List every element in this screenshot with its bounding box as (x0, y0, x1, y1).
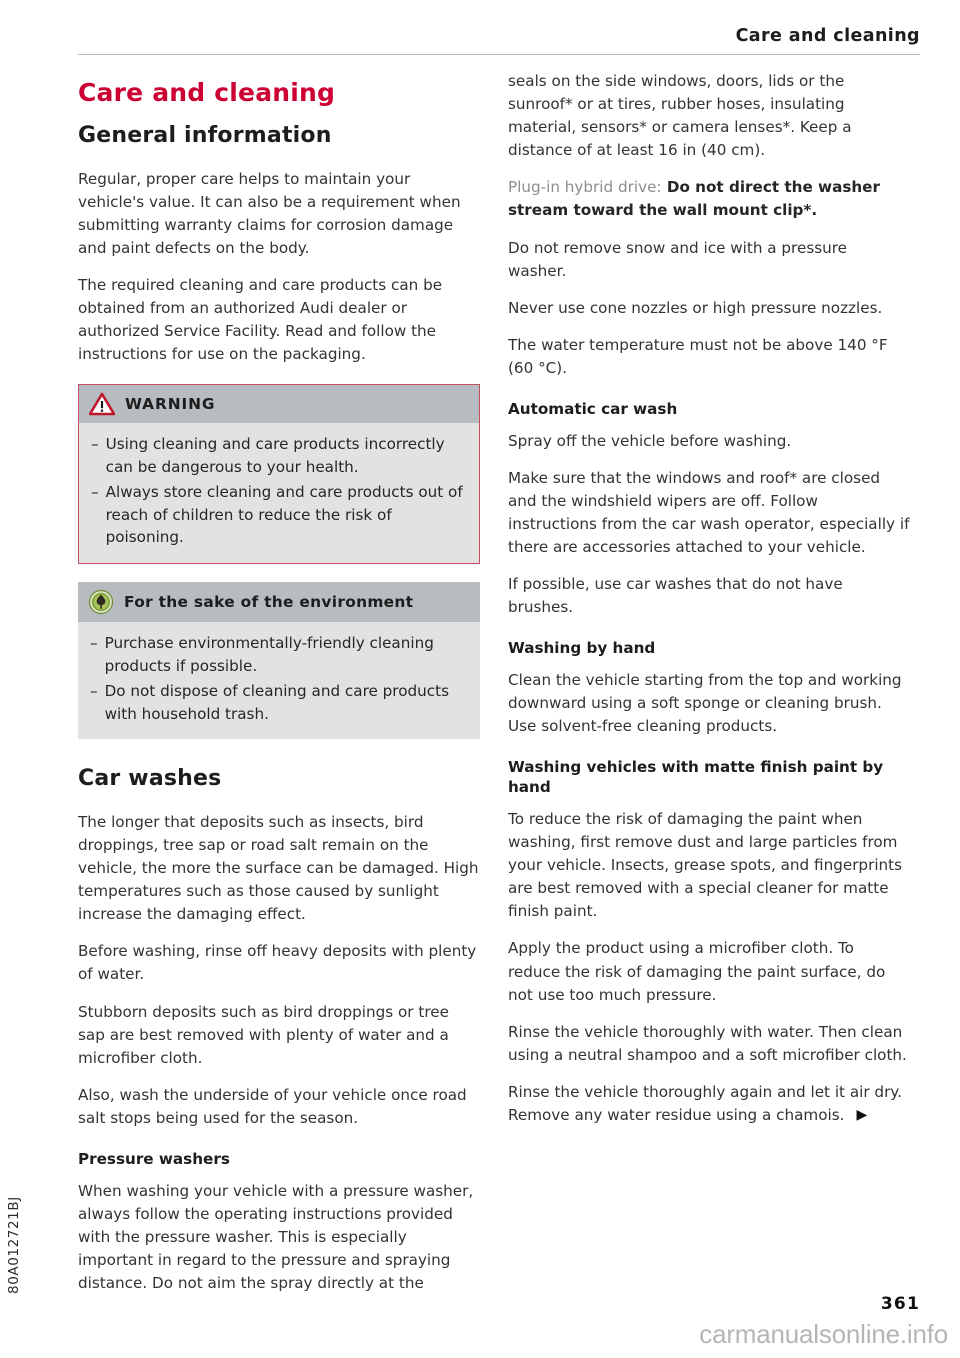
paragraph-car-washes-4: Also, wash the underside of your vehicle once road salt stops being used for the season. (78, 1085, 467, 1127)
paragraph-automatic-3: If possible, use car washes that do not have brushes. (508, 575, 843, 617)
paragraph-automatic-2: Make sure that the windows and roof* are closed and the windshield wipers are off. Follow instructions from the car wash operator, especially if there are accessories attached to your vehicle. (508, 468, 910, 557)
chapter-title: Care and cleaning (78, 78, 336, 107)
warning-triangle-icon (89, 392, 115, 416)
subheading-washing-by-hand: Washing by hand (508, 639, 656, 658)
bullet-dash: – (91, 435, 99, 454)
subheading-pressure-washers: Pressure washers (78, 1150, 230, 1169)
watermark-text: carmanualsonline.info (699, 1319, 948, 1349)
subheading-automatic-car-wash: Automatic car wash (508, 400, 678, 419)
environment-item-text: Purchase environmentally-friendly cleaning products if possible. (104, 634, 434, 676)
paragraph-general-2: The required cleaning and care products can be obtained from an authorized Audi dealer or authorized Service Facility. Read and follow the instructions for use on the packaging. (78, 275, 443, 364)
paragraph-pressure-washers: When washing your vehicle with a pressure washer, always follow the operating instructions provided with the pressure washer. This is especially important in regard to the pressure and spraying distance. Do not aim the spray directly at the (78, 1181, 474, 1293)
warning-callout-header (79, 385, 479, 423)
warning-callout-body (79, 423, 479, 563)
warning-item (91, 433, 465, 479)
environment-callout-header (78, 582, 480, 622)
environment-callout-title: For the sake of the environment (124, 593, 414, 612)
warning-item-text: Always store cleaning and care products out of reach of children to reduce the risk of poisoning. (105, 482, 463, 547)
bullet-dash: – (91, 482, 99, 501)
hybrid-note-text: Do not direct the washer stream toward the wall mount clip*. (508, 178, 880, 220)
bullet-dash: – (90, 681, 98, 700)
warning-item (91, 481, 465, 549)
paragraph-washing-by-hand: Clean the vehicle starting from the top and working downward using a soft sponge or cleaning brush. Use solvent-free cleaning products. (508, 671, 902, 736)
page-columns (78, 70, 924, 1293)
document-code-vertical: 80A012721BJ (6, 1196, 22, 1294)
subheading-matte-finish: Washing vehicles with matte finish paint by hand (508, 758, 884, 797)
warning-item-text: Using cleaning and care products incorrectly can be dangerous to your health. (105, 435, 445, 477)
page-number: 361 (880, 1294, 920, 1314)
paragraph-no-cone-nozzles: Never use cone nozzles or high pressure nozzles. (508, 298, 883, 317)
paragraph-car-washes-1: The longer that deposits such as insects, bird droppings, tree sap or road salt remain on the vehicle, the more the surface can be damaged. High temperatures such as those caused by sunlight increase the damaging effect. (78, 812, 479, 924)
paragraph-hybrid-note (508, 176, 910, 222)
paragraph-water-temperature: The water temperature must not be above 140 °F (60 °C). (508, 335, 888, 377)
warning-callout-title: WARNING (125, 395, 216, 414)
hybrid-variant-label: Plug-in hybrid drive: (508, 178, 662, 197)
paragraph-matte-1: To reduce the risk of damaging the paint when washing, first remove dust and large particles from your vehicle. Insects, grease spots, and fingerprints are best removed with a special cleaner for matte finish paint. (508, 809, 903, 921)
paragraph-matte-3: Rinse the vehicle thoroughly with water. Then clean using a neutral shampoo and a soft microfiber cloth. (508, 1022, 907, 1064)
environment-item-text: Do not dispose of cleaning and care products with household trash. (104, 681, 449, 723)
paragraph-car-washes-3: Stubborn deposits such as bird droppings or tree sap are best removed with plenty of water and a microfiber cloth. (78, 1002, 449, 1067)
warning-callout (78, 384, 480, 564)
section-title-general-information: General information (78, 123, 332, 148)
continuation-arrow-icon: ▶ (856, 1107, 868, 1123)
header-divider (78, 54, 920, 55)
section-title-car-washes: Car washes (78, 766, 222, 792)
tree-environment-icon (88, 589, 114, 615)
environment-callout-body (78, 622, 480, 739)
paragraph-matte-last (508, 1081, 910, 1127)
paragraph-automatic-1: Spray off the vehicle before washing. (508, 431, 792, 450)
bullet-dash: – (90, 634, 98, 653)
environment-callout (78, 582, 480, 739)
running-header-title: Care and cleaning (735, 26, 920, 46)
left-column (78, 70, 480, 1293)
paragraph-no-snow-ice: Do not remove snow and ice with a pressure washer. (508, 238, 848, 280)
paragraph-continued-from-left: seals on the side windows, doors, lids or the sunroof* or at tires, rubber hoses, insulating material, sensors* or camera lenses*. Keep a distance of at least 16 in (40 cm). (508, 72, 852, 160)
paragraph-general-1: Regular, proper care helps to maintain your vehicle's value. It can also be a requirement when submitting warranty claims for corrosion damage and paint defects on the body. (78, 169, 461, 257)
paragraph-matte-2: Apply the product using a microfiber cloth. To reduce the risk of damaging the paint surface, do not use too much pressure. (508, 939, 886, 1004)
environment-item (90, 680, 466, 726)
paragraph-car-washes-2: Before washing, rinse off heavy deposits with plenty of water. (78, 942, 477, 984)
paragraph-matte-last-text: Rinse the vehicle thoroughly again and let it air dry. Remove any water residue using a chamois. (508, 1082, 902, 1124)
right-column (508, 70, 910, 1280)
environment-item (90, 632, 466, 678)
